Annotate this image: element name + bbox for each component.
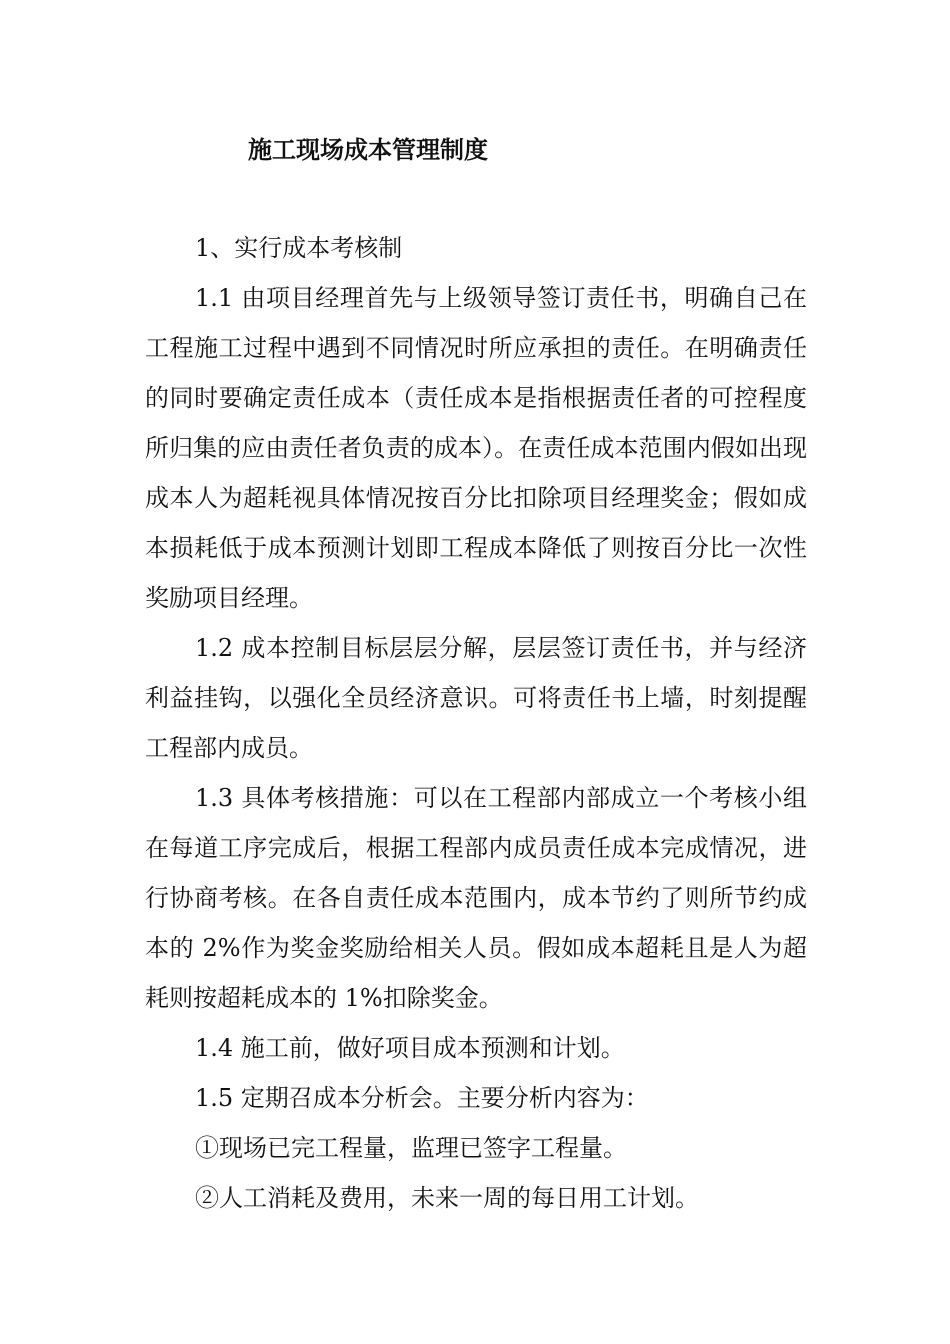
paragraph-1-5: 1.5 定期召成本分析会。主要分析内容为： <box>195 1084 649 1112</box>
list-item-2: ②人工消耗及费用，未来一周的每日用工计划。 <box>195 1184 699 1212</box>
paragraph-1-3: 1.3 具体考核措施：可以在工程部内部成立一个考核小组在每道工序完成后，根据工程部内成员责任成本完成情况，进行协商考核。在各自责任成本范围内，成本节约了则所节约成本的 2%作为奖金奖励给相关人员。假如成本超耗且是人为超耗则按超耗成本的 1%扣除奖金。 <box>145 784 807 1012</box>
paragraph-1-1: 1.1 由项目经理首先与上级领导签订责任书，明确自己在工程施工过程中遇到不同情况时所应承担的责任。在明确责任的同时要确定责任成本（责任成本是指根据责任者的可控程度所归集的应由责任者负责的成本）。在责任成本范围内假如出现成本人为超耗视具体情况按百分比扣除项目经理奖金；假如成本损耗低于成本预测计划即工程成本降低了则按百分比一次性奖励项目经理。 <box>145 284 807 612</box>
document-title: 施工现场成本管理制度 <box>248 135 488 164</box>
list-item-1: ①现场已完工程量，监理已签字工程量。 <box>195 1134 627 1162</box>
paragraph-1-2: 1.2 成本控制目标层层分解，层层签订责任书，并与经济利益挂钩，以强化全员经济意识。可将责任书上墙，时刻提醒工程部内成员。 <box>145 634 807 762</box>
section-heading-1: 1、实行成本考核制 <box>195 234 403 262</box>
paragraph-1-4: 1.4 施工前，做好项目成本预测和计划。 <box>195 1034 625 1062</box>
document-body <box>145 223 807 1223</box>
